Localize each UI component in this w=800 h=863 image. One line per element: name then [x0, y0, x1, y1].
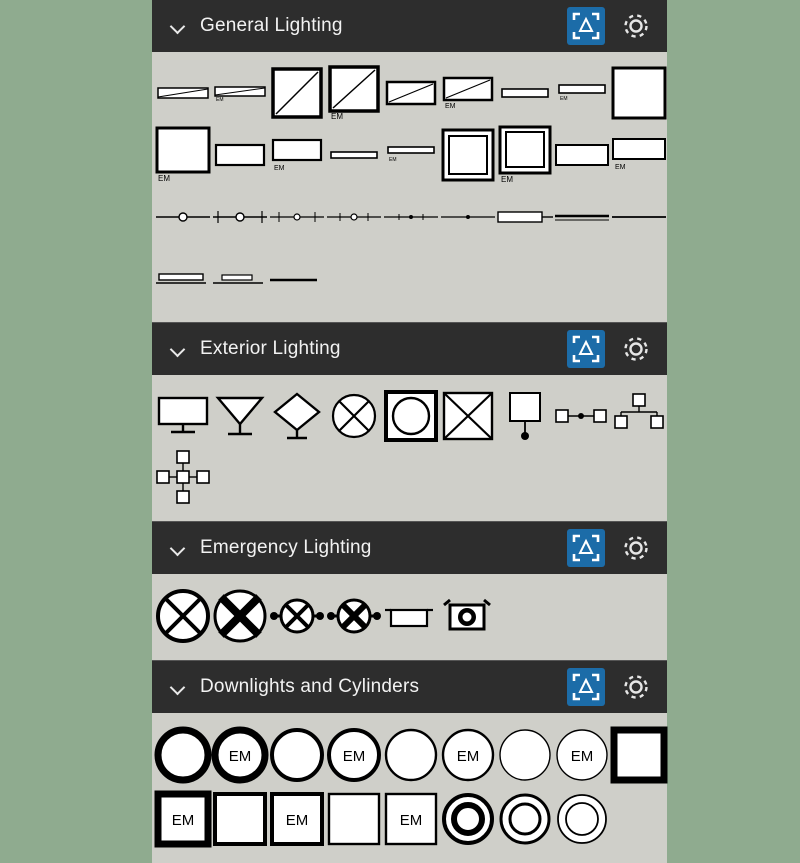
downlight-square-medium[interactable] — [211, 788, 268, 850]
cross-node-symbol[interactable] — [154, 447, 211, 509]
section-body-downlights-and-cylinders — [152, 713, 667, 863]
svg-text:EM: EM — [273, 165, 284, 172]
downlight-circle-light-em[interactable] — [553, 724, 610, 786]
symbol-row — [152, 385, 667, 447]
track-light-run-b[interactable] — [211, 186, 268, 248]
narrow-fixture[interactable] — [496, 62, 553, 124]
svg-text:EM: EM — [285, 812, 308, 829]
emergency-twin-head-b[interactable] — [325, 585, 382, 647]
downlight-square-thin-em[interactable] — [382, 788, 439, 850]
section-header-buttons — [567, 529, 653, 567]
gear-icon[interactable] — [619, 670, 653, 704]
symbol-row — [152, 787, 667, 851]
wall-mount-fixture-b[interactable] — [211, 248, 268, 310]
linear-fixture-small-2[interactable] — [211, 62, 268, 124]
double-square-fixture-em[interactable] — [496, 124, 553, 186]
svg-text:EM: EM — [399, 812, 422, 829]
narrow-fixture-em[interactable] — [553, 62, 610, 124]
track-light-run-d[interactable] — [325, 186, 382, 248]
downlight-circle-thin-em[interactable] — [439, 724, 496, 786]
track-light-run-f[interactable] — [439, 186, 496, 248]
linear-fixture-small[interactable] — [154, 62, 211, 124]
downlight-circle-light[interactable] — [496, 724, 553, 786]
downlight-circle-thin[interactable] — [382, 724, 439, 786]
symbol-row — [152, 584, 667, 648]
cone-uplight-symbol[interactable] — [211, 385, 268, 447]
chevron-down-icon[interactable] — [170, 540, 186, 556]
symbol-row — [152, 186, 667, 248]
section-title: General Lighting — [200, 15, 343, 36]
downlight-square-heavy-em[interactable] — [154, 788, 211, 850]
slot-fixture-em[interactable] — [382, 124, 439, 186]
chevron-down-icon[interactable] — [170, 679, 186, 695]
cylinder-double-circle-heavy[interactable] — [439, 788, 496, 850]
symbol-library-panel — [152, 0, 667, 829]
double-square-fixture[interactable] — [439, 124, 496, 186]
chevron-down-icon[interactable] — [170, 18, 186, 34]
diamond-bollard-symbol[interactable] — [268, 385, 325, 447]
long-strip-fixture[interactable] — [496, 186, 553, 248]
linked-nodes-symbol[interactable] — [553, 385, 610, 447]
symbol-row — [152, 248, 667, 310]
flood-light-symbol[interactable] — [154, 385, 211, 447]
wide-rect-fixture[interactable] — [553, 124, 610, 186]
rect-fixture-plain[interactable] — [211, 124, 268, 186]
symbol-row — [152, 447, 667, 509]
svg-text:EM: EM — [171, 812, 194, 829]
slot-fixture[interactable] — [325, 124, 382, 186]
square-fixture-diagonal-em[interactable] — [325, 62, 382, 124]
square-fixture-blank[interactable] — [610, 62, 667, 124]
expand-symbols-icon[interactable] — [567, 668, 605, 706]
square-fixture-em[interactable] — [154, 124, 211, 186]
downlight-solid-circle-em[interactable] — [211, 724, 268, 786]
section-header-buttons — [567, 668, 653, 706]
expand-symbols-icon[interactable] — [567, 330, 605, 368]
square-fixture-diagonal[interactable] — [268, 62, 325, 124]
svg-text:EM: EM — [559, 96, 567, 102]
downlight-solid-circle[interactable] — [154, 724, 211, 786]
svg-text:EM: EM — [388, 157, 396, 163]
downlight-square-medium-em[interactable] — [268, 788, 325, 850]
exit-sign-with-head-symbol[interactable] — [439, 585, 496, 647]
section-header-buttons — [567, 7, 653, 45]
svg-text:EM: EM — [444, 103, 455, 110]
emergency-circle-x-large[interactable] — [154, 585, 211, 647]
svg-text:EM: EM — [500, 175, 513, 184]
section-body-emergency-lighting — [152, 574, 667, 660]
emergency-twin-head-a[interactable] — [268, 585, 325, 647]
section-header-exterior-lighting[interactable] — [152, 323, 667, 375]
section-header-downlights-and-cylinders[interactable] — [152, 661, 667, 713]
expand-symbols-icon[interactable] — [567, 7, 605, 45]
section-body-general-lighting — [152, 52, 667, 322]
downlight-circle-medium[interactable] — [268, 724, 325, 786]
symbol-row — [152, 124, 667, 186]
square-x-symbol[interactable] — [439, 385, 496, 447]
section-title: Emergency Lighting — [200, 537, 372, 558]
svg-text:EM: EM — [330, 112, 343, 121]
svg-text:EM: EM — [342, 748, 365, 765]
svg-text:EM: EM — [570, 748, 593, 765]
rect-fixture-plain-em[interactable] — [268, 124, 325, 186]
wall-mount-fixture-a[interactable] — [154, 248, 211, 310]
track-light-run-e[interactable] — [382, 186, 439, 248]
downlight-square-thin[interactable] — [325, 788, 382, 850]
svg-text:EM: EM — [614, 164, 625, 171]
expand-symbols-icon[interactable] — [567, 529, 605, 567]
section-body-exterior-lighting — [152, 375, 667, 521]
gear-icon[interactable] — [619, 9, 653, 43]
wall-mount-fixture-c[interactable] — [268, 248, 325, 310]
node-cluster-symbol[interactable] — [610, 385, 667, 447]
section-header-general-lighting[interactable] — [152, 0, 667, 52]
svg-text:EM: EM — [228, 748, 251, 765]
rect-fixture-diagonal-em[interactable] — [439, 62, 496, 124]
section-header-emergency-lighting[interactable] — [152, 522, 667, 574]
track-light-run-a[interactable] — [154, 186, 211, 248]
symbol-row — [152, 723, 667, 787]
long-line-fixture-2[interactable] — [610, 186, 667, 248]
circle-in-square-heavy-symbol[interactable] — [382, 385, 439, 447]
rect-fixture-diagonal[interactable] — [382, 62, 439, 124]
pole-mounted-symbol[interactable] — [496, 385, 553, 447]
svg-text:EM: EM — [456, 748, 479, 765]
svg-text:EM: EM — [215, 97, 223, 103]
symbol-row — [152, 62, 667, 124]
cylinder-double-circle-medium[interactable] — [496, 788, 553, 850]
section-title: Exterior Lighting — [200, 338, 341, 359]
downlight-square-heavy[interactable] — [610, 724, 667, 786]
gear-icon[interactable] — [619, 531, 653, 565]
svg-text:EM: EM — [157, 174, 170, 183]
circle-in-square-x-symbol[interactable] — [325, 385, 382, 447]
gear-icon[interactable] — [619, 332, 653, 366]
emergency-circle-x-bold[interactable] — [211, 585, 268, 647]
section-header-buttons — [567, 330, 653, 368]
downlight-circle-medium-em[interactable] — [325, 724, 382, 786]
long-line-fixture[interactable] — [553, 186, 610, 248]
track-light-run-c[interactable] — [268, 186, 325, 248]
section-title: Downlights and Cylinders — [200, 676, 420, 697]
exit-sign-symbol[interactable] — [382, 585, 439, 647]
cylinder-double-circle-thin[interactable] — [553, 788, 610, 850]
chevron-down-icon[interactable] — [170, 341, 186, 357]
wide-rect-fixture-em[interactable] — [610, 124, 667, 186]
